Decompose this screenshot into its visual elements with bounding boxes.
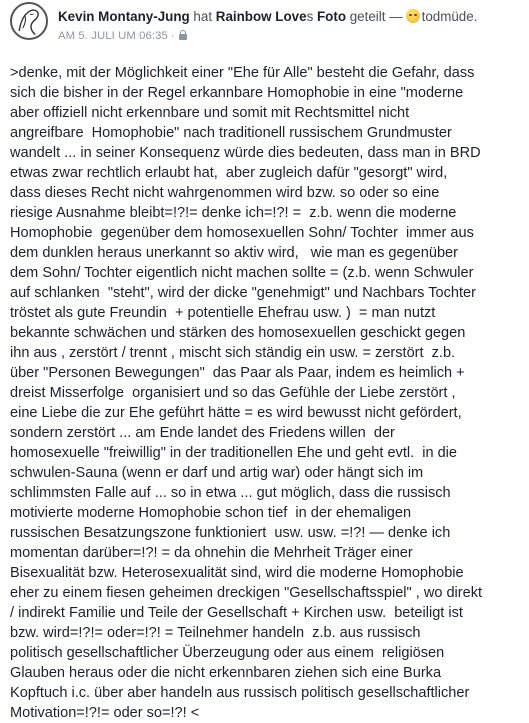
- headline-dash: —: [389, 9, 403, 24]
- author-name[interactable]: Kevin Montany-Jung: [58, 9, 190, 24]
- post-body-text: >denke, mit der Möglichkeit einer "Ehe für Alle" besteht die Gefahr, dass sich die bisher in der Regel erkannbare Homophobie in eine "moderne aber offiziell nicht erkennbare und somit mit Rechtsmittel nicht angreifbare Homophobie" nach traditionell russischem Grundmuster wandelt ... in seiner Konsequenz würde dies bedeuten, dass man in BRD etwas zwar rechtlich erlaubt hat, aber zugleich dafür "gesorgt" wird, dass dieses Recht nicht wahrgenommen wird bzw. so oder so eine riesige Ausnahme bleibt=!?!= denke ich=!?! = z.b. wenn die moderne Homophobie gegenüber dem homosexuellen Sohn/ Tochter immer aus dem dunklen heraus unerkannt so aktiv wird, wie man es gegenüber dem Sohn/ Tochter eigentlich nicht machen sollte = (z.b. wenn Schwuler auf schlanken "steht", wird der dicke "genehmigt" und Nachbars Tochter tröstet als gute Freundin + potentielle Ehefrau usw. ) = man nutzt bekannte schwächen und stärken des homosexuellen geschickt gegen ihn aus , zerstört / trennt , mischt sich ständig ein usw. = zerstört z.b. über "Personen Bewegungen" das Paar als Paar, indem es heimlich + dreist Misserfolge organisiert und so das Gefühle der Liebe zerstört , eine Liebe die zur Ehe geführt hätte = es wird bewusst nicht gefördert, sondern zerstört ... am Ende landet des Friedens willen der homosexuelle "freiwillig" in der traditionellen Ehe und geht evtl. in die schwulen-Sauna (wenn er darf und artig war) oder hängt sich im schlimmsten Falle auf ... so in etwa ... gut möglich, dass die russisch motivierte moderne Homophobie schon tief in der ehemaligen russischen Besatzungszone funktioniert usw. usw. =!?! — denke ich momentan darüber=!?! = da ohnehin die Mehrheit Träger einer Bisexualität bzw. Heterosexualität sind, wird die moderne Homophobie eher zu einem fiesen geheimen dreckigen "Gesellschaftsspiel" , wo direkt / indirekt Familie und Teile der Gesellschaft + Kirchen usw. beteiligt ist bzw. wird=!?!= oder=!?! = Teilnehmer handeln z.b. aus russisch politisch gesellschaftlicher Überzeugung oder aus einem religiösen Glauben heraus oder die nicht erkennbaren ziehen sich eine Burka Kopftuch i.c. über aber handeln aus russisch politisch gesellschaftlicher Motivation=!?!= oder so=!?! <: [10, 65, 483, 721]
- meta-separator: ·: [170, 30, 175, 42]
- post-meta: [58, 29, 187, 43]
- post-timestamp[interactable]: AM 5. JULI UM 06:35: [58, 30, 168, 42]
- page-name: Rainbow Love: [215, 9, 307, 24]
- avatar-sketch-icon: [12, 4, 46, 38]
- page-link[interactable]: [216, 9, 307, 24]
- sleepy-face-icon: [406, 9, 420, 23]
- feeling-text: todmüde.: [421, 9, 478, 24]
- page-suffix: s: [306, 9, 314, 24]
- post-headline: [58, 9, 523, 25]
- action-text-shared: geteilt: [349, 9, 386, 24]
- photo-link[interactable]: Foto: [317, 9, 346, 24]
- lock-icon[interactable]: [179, 30, 187, 40]
- profile-avatar[interactable]: [10, 2, 48, 40]
- post-header: [0, 0, 529, 58]
- action-text-had: hat: [193, 9, 213, 24]
